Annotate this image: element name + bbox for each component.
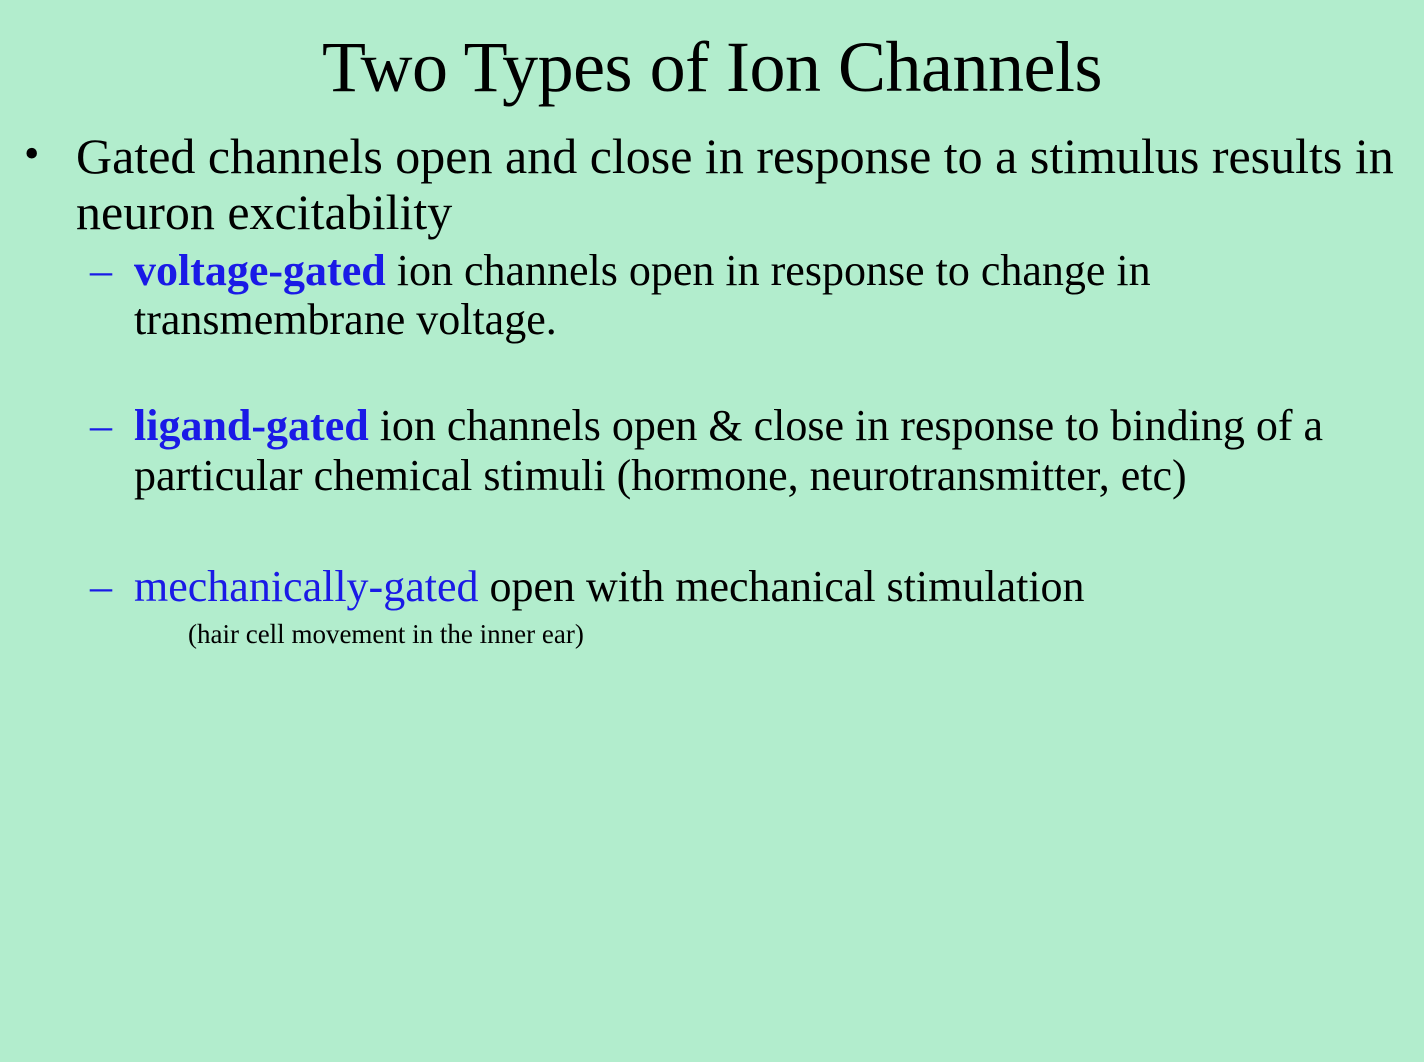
spacer-2 [18, 500, 1410, 562]
slide-body [0, 128, 1424, 651]
dash-marker-icon: – [90, 401, 112, 451]
bullet-note-text: (hair cell movement in the inner ear) [188, 619, 584, 650]
bullet-item-ligand-gated [90, 401, 1410, 500]
bullet-voltage-gated-text [134, 246, 1410, 345]
bullet-ligand-gated-rest: ion channels open & close in response to binding of a particular chemical stimuli (hormone, neurotransmitter, etc) [134, 401, 1324, 500]
keyword-ligand-gated: ligand-gated [134, 401, 369, 451]
bullet-mechanically-gated-text [134, 562, 1410, 612]
bullet-item-voltage-gated [90, 246, 1410, 345]
bullet-main-text: Gated channels open and close in response to a stimulus results in neuron excitability [76, 127, 1394, 240]
bullet-mechanically-gated-rest: open with mechanical stimulation [478, 562, 1085, 612]
bullet-item-mechanically-gated [90, 562, 1410, 612]
bullet-marker-icon: • [24, 128, 40, 178]
keyword-voltage-gated: voltage-gated [134, 245, 386, 295]
page-title: Two Types of Ion Channels [322, 27, 1102, 107]
bullet-voltage-gated-rest: ion channels open in response to change in transmembrane voltage. [134, 245, 1151, 345]
spacer-1 [18, 345, 1410, 401]
keyword-mechanically-gated: mechanically-gated [134, 562, 479, 612]
bullet-ligand-gated-text [134, 401, 1410, 500]
slide-canvas [0, 27, 1424, 1062]
dash-marker-icon: – [90, 245, 112, 295]
dash-marker-icon: – [90, 562, 112, 612]
bullet-item-main [18, 128, 1410, 240]
